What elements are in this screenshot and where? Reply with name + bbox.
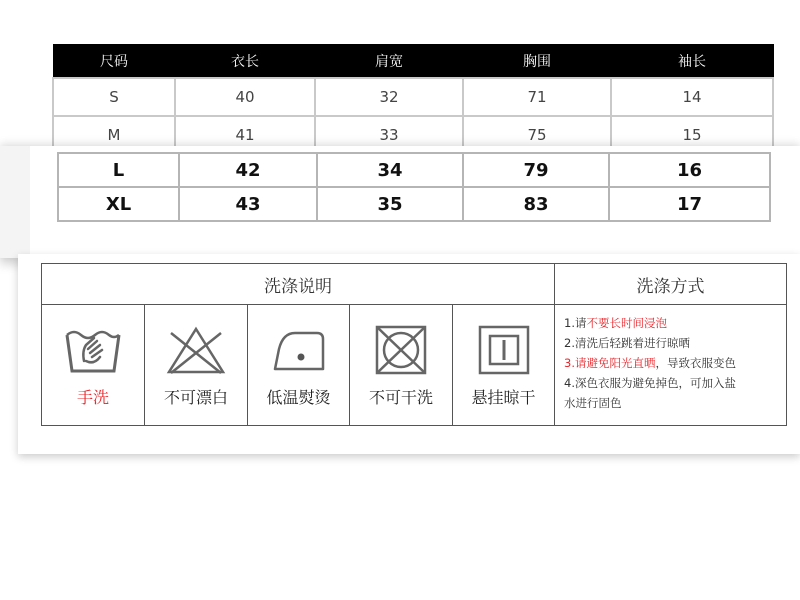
table-cell: 16 [609, 153, 770, 187]
no-dry-clean-icon [375, 325, 427, 375]
care-label-iron: 低温熨烫 [266, 388, 331, 407]
size-chart-table [52, 44, 774, 155]
table-row [58, 187, 770, 221]
table-cell: 17 [609, 187, 770, 221]
table-cell: 71 [463, 78, 611, 116]
low-temp-iron-icon [269, 325, 329, 375]
size-chart-header-row [53, 45, 773, 78]
care-instructions-title: 洗涤说明 [42, 264, 555, 305]
list-item: 3.请避免阳光直晒，导致衣服变色 [564, 356, 736, 370]
list-item: 2.清洗后轻跳着进行晾晒 [564, 336, 690, 350]
care-method-list [555, 305, 787, 426]
care-symbol-iron [248, 305, 350, 426]
table-cell: L [58, 153, 179, 187]
list-item: 1.请不要长时间浸泡 [564, 316, 667, 330]
header-chest: 胸围 [463, 45, 611, 78]
table-cell: 34 [317, 153, 463, 187]
table-cell: 15 [611, 116, 773, 154]
table-cell: 43 [179, 187, 317, 221]
no-bleach-icon [165, 325, 227, 375]
care-instructions-table [41, 263, 787, 426]
table-cell: XL [58, 187, 179, 221]
highlight-strip [0, 146, 800, 258]
table-row [53, 78, 773, 116]
table-cell: 75 [463, 116, 611, 154]
header-shoulder: 肩宽 [315, 45, 463, 78]
table-cell: 42 [179, 153, 317, 187]
care-label-line-dry: 悬挂晾干 [471, 388, 536, 407]
table-cell: 83 [463, 187, 609, 221]
table-cell: 14 [611, 78, 773, 116]
table-cell: 33 [315, 116, 463, 154]
list-item: 水进行固色 [564, 396, 622, 410]
table-cell: 35 [317, 187, 463, 221]
hand-wash-icon [64, 325, 122, 375]
care-symbol-no-bleach [145, 305, 248, 426]
list-item: 4.深色衣服为避免掉色，可加入盐 [564, 376, 736, 390]
table-cell: 41 [175, 116, 315, 154]
table-row [58, 153, 770, 187]
care-label-no-bleach: 不可漂白 [163, 388, 228, 407]
line-dry-icon [478, 325, 530, 375]
table-cell: 40 [175, 78, 315, 116]
care-method-title: 洗涤方式 [555, 264, 787, 305]
table-cell: 79 [463, 153, 609, 187]
table-cell: S [53, 78, 175, 116]
header-size: 尺码 [53, 45, 175, 78]
care-symbol-no-dry-clean [350, 305, 453, 426]
header-length: 衣长 [175, 45, 315, 78]
table-cell: M [53, 116, 175, 154]
highlighted-size-rows [57, 152, 771, 222]
care-symbol-line-dry [453, 305, 555, 426]
care-symbol-hand-wash [42, 305, 145, 426]
care-label-hand-wash: 手洗 [76, 388, 109, 407]
table-cell: 32 [315, 78, 463, 116]
care-label-no-dry-clean: 不可干洗 [368, 388, 433, 407]
header-sleeve: 袖长 [611, 45, 773, 78]
